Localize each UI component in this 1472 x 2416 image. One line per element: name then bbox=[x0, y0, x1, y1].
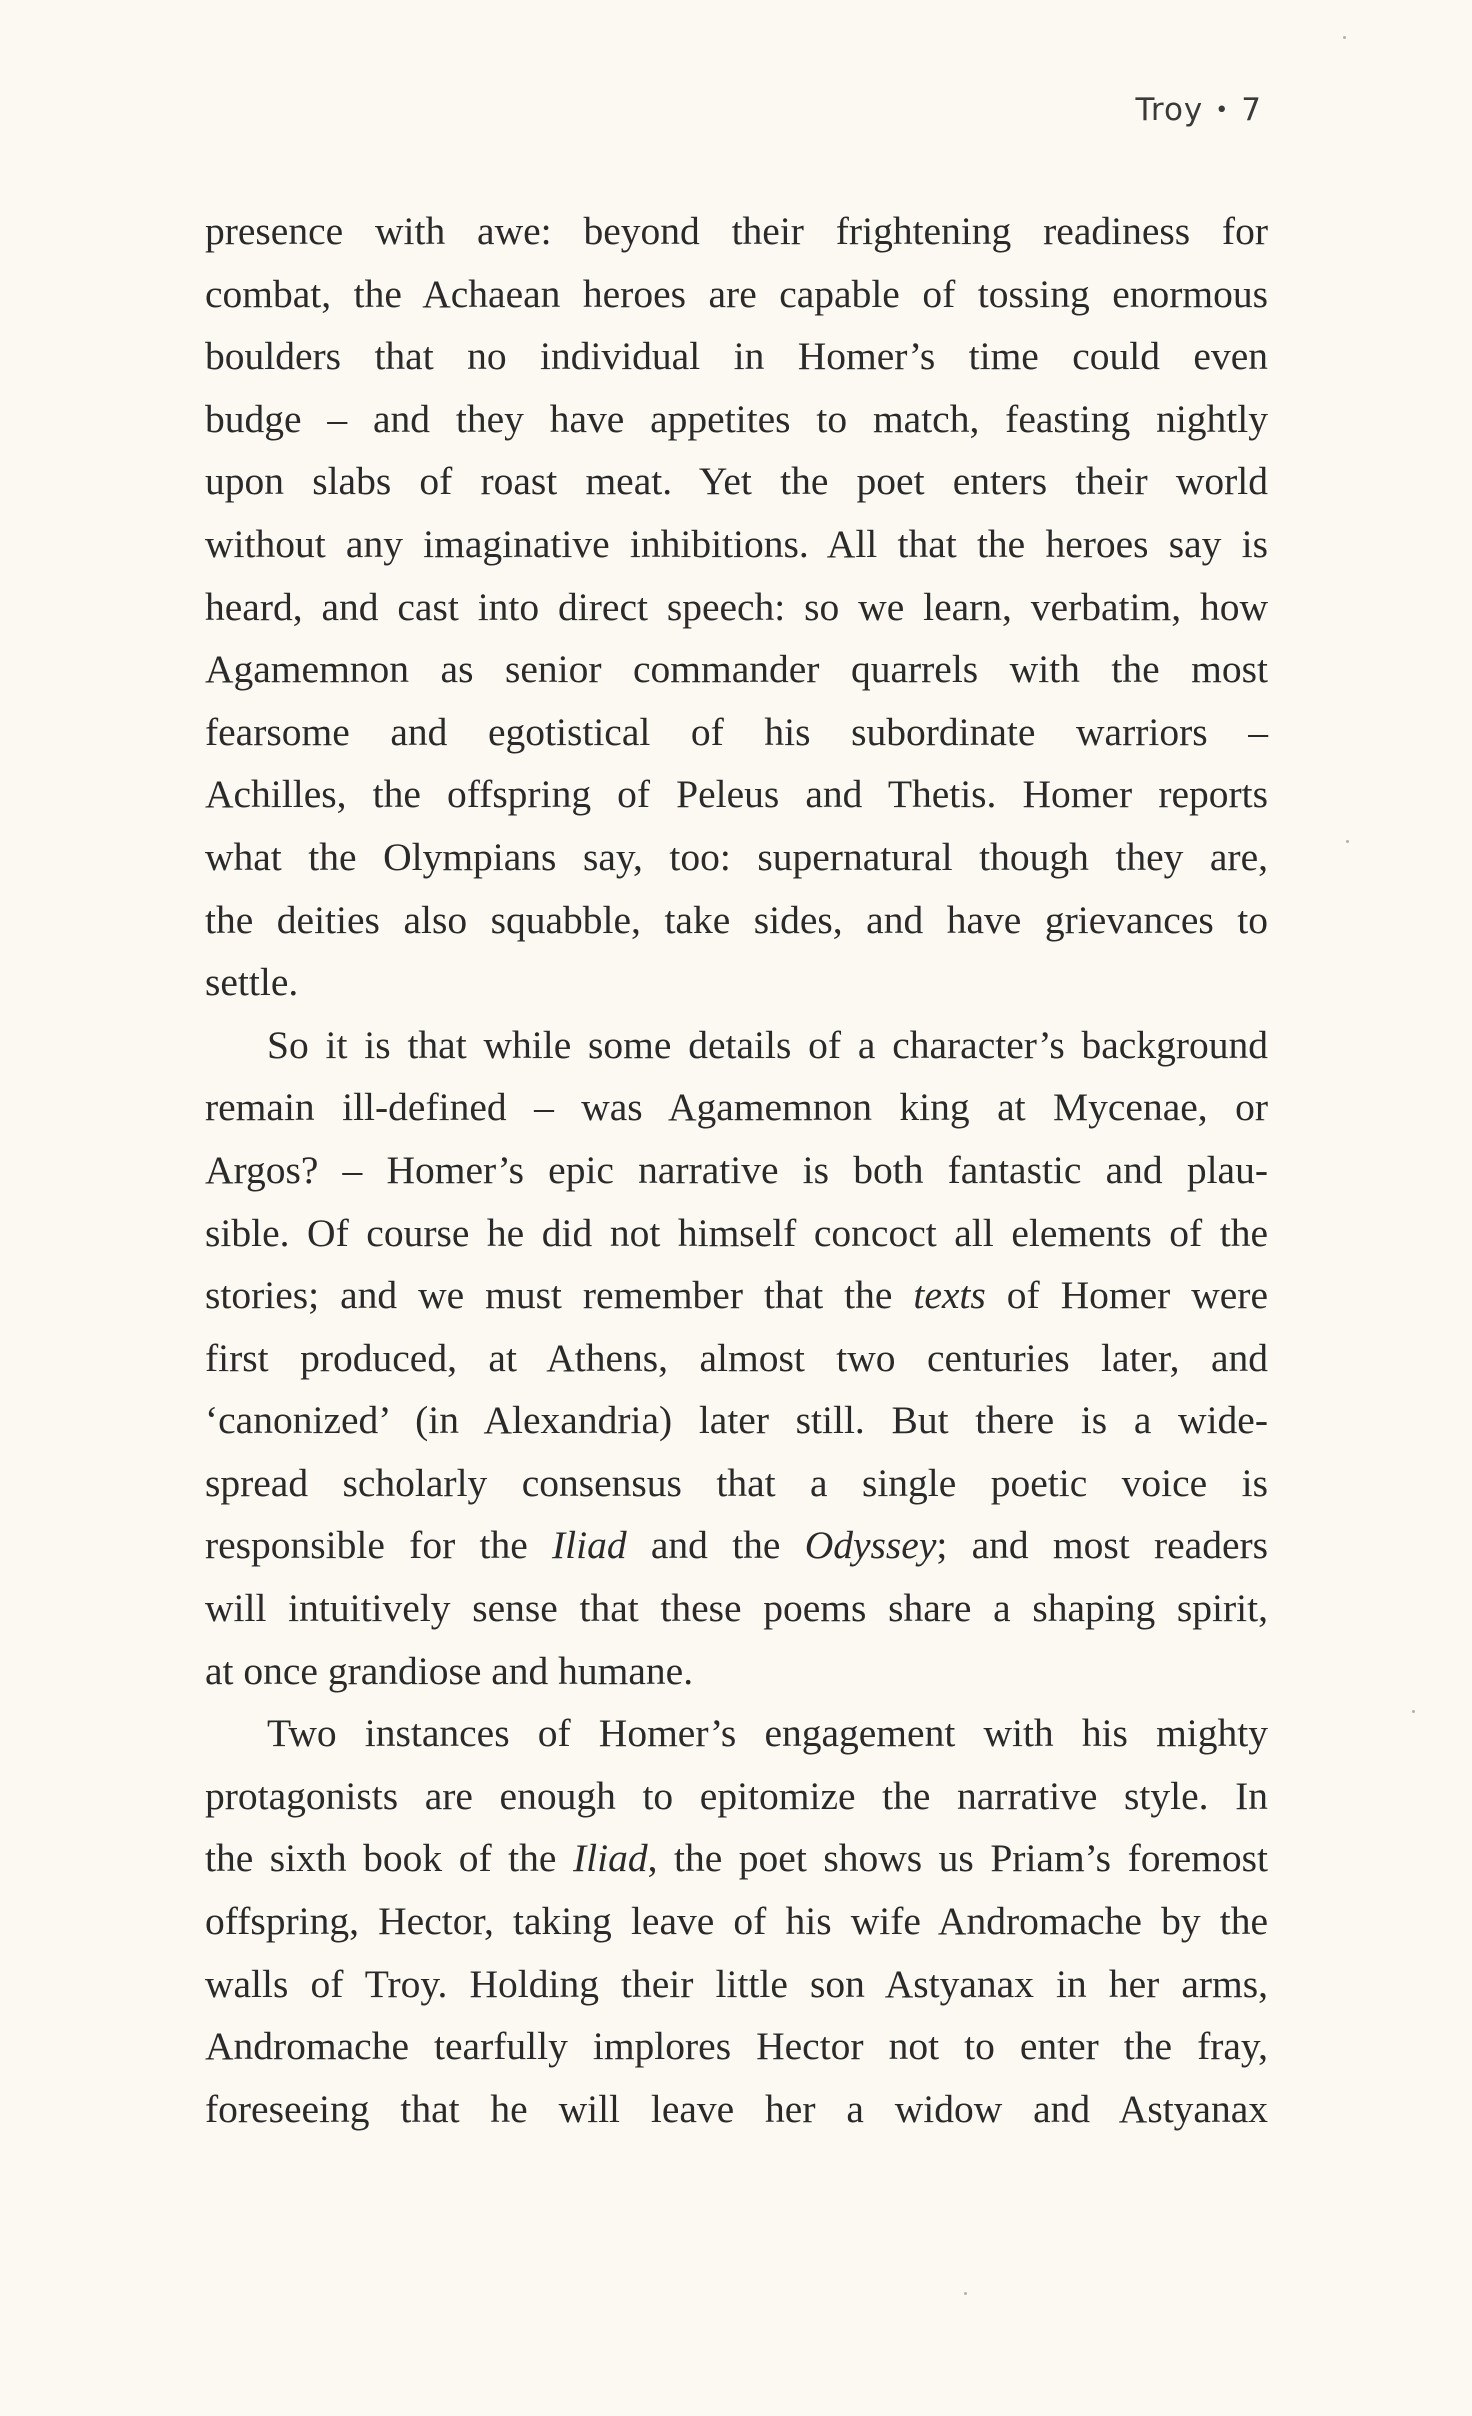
text-line: boulders that no individual in Homer’s time could even bbox=[205, 334, 1268, 379]
italic-term: texts bbox=[913, 1273, 986, 1318]
paper-speck bbox=[1346, 840, 1349, 843]
italic-title: Iliad bbox=[572, 1836, 648, 1881]
text-line: So it is that while some details of a character’s background bbox=[267, 1022, 1268, 1067]
text-line: sible. Of course he did not himself concoct all elements of the bbox=[205, 1210, 1268, 1255]
text-line bbox=[205, 1264, 1268, 1327]
text-line: presence with awe: beyond their frightening readiness for bbox=[205, 209, 1268, 253]
text-run: responsible for the bbox=[205, 1523, 553, 1568]
text-line: budge – and they have appetites to match, feasting nightly bbox=[205, 396, 1268, 441]
text-line: Achilles, the offspring of Peleus and Thetis. Homer reports bbox=[205, 772, 1268, 817]
text-line: will intuitively sense that these poems share a shaping spirit, bbox=[205, 1586, 1268, 1631]
body-text bbox=[205, 200, 1268, 2140]
text-line: combat, the Achaean heroes are capable of tossing enormous bbox=[205, 271, 1268, 316]
text-line: remain ill-defined – was Agamemnon king at Mycenae, or bbox=[205, 1085, 1268, 1130]
text-line: offspring, Hector, taking leave of his wife Andromache by the bbox=[205, 1899, 1268, 1944]
running-head bbox=[1136, 92, 1262, 128]
text-line: protagonists are enough to epitomize the narrative style. In bbox=[205, 1773, 1268, 1818]
text-line: Two instances of Homer’s engagement with his mighty bbox=[267, 1711, 1268, 1756]
italic-title: Iliad bbox=[552, 1523, 627, 1568]
text-line: what the Olympians say, too: supernatural though they are, bbox=[205, 834, 1268, 879]
paper-speck bbox=[964, 2292, 967, 2295]
text-line: Agamemnon as senior commander quarrels with the most bbox=[205, 647, 1268, 692]
text-run: of Homer were bbox=[985, 1273, 1268, 1318]
text-line bbox=[205, 1827, 1268, 1890]
text-line: Andromache tearfully implores Hector not to enter the fray, bbox=[205, 2024, 1268, 2069]
text-line: at once grandiose and humane. bbox=[205, 1648, 694, 1693]
text-line: Argos? – Homer’s epic narrative is both fantastic and plau- bbox=[205, 1147, 1268, 1192]
text-run: ; and most readers bbox=[936, 1523, 1269, 1568]
text-line bbox=[205, 1514, 1268, 1577]
text-line: foreseeing that he will leave her a widow and Astyanax bbox=[205, 2086, 1268, 2131]
text-line: the deities also squabble, take sides, and have grievances to bbox=[205, 897, 1268, 942]
text-run: and the bbox=[626, 1523, 805, 1568]
text-line: ‘canonized’ (in Alexandria) later still. But there is a wide- bbox=[205, 1398, 1268, 1443]
running-head-title: Troy bbox=[1135, 92, 1204, 128]
text-line: first produced, at Athens, almost two centuries later, and bbox=[205, 1335, 1268, 1380]
text-line: upon slabs of roast meat. Yet the poet enters their world bbox=[205, 459, 1268, 504]
text-line: settle. bbox=[205, 960, 299, 1005]
text-line: walls of Troy. Holding their little son Astyanax in her arms, bbox=[205, 1961, 1268, 2006]
text-line: spread scholarly consensus that a single poetic voice is bbox=[205, 1460, 1268, 1505]
paper-speck bbox=[1412, 1710, 1415, 1713]
text-line: without any imaginative inhibitions. All that the heroes say is bbox=[205, 521, 1268, 566]
text-run: the sixth book of the bbox=[205, 1836, 573, 1881]
text-run: stories; and we must remember that the bbox=[205, 1273, 914, 1318]
text-line: heard, and cast into direct speech: so we learn, verbatim, how bbox=[205, 584, 1268, 629]
page-number: 7 bbox=[1241, 92, 1262, 128]
italic-title: Odyssey bbox=[804, 1523, 937, 1568]
text-line: fearsome and egotistical of his subordinate warriors – bbox=[205, 709, 1268, 754]
text-run: , the poet shows us Priam’s foremost bbox=[647, 1836, 1268, 1881]
paper-speck bbox=[1343, 36, 1346, 39]
running-head-separator: • bbox=[1215, 98, 1230, 123]
